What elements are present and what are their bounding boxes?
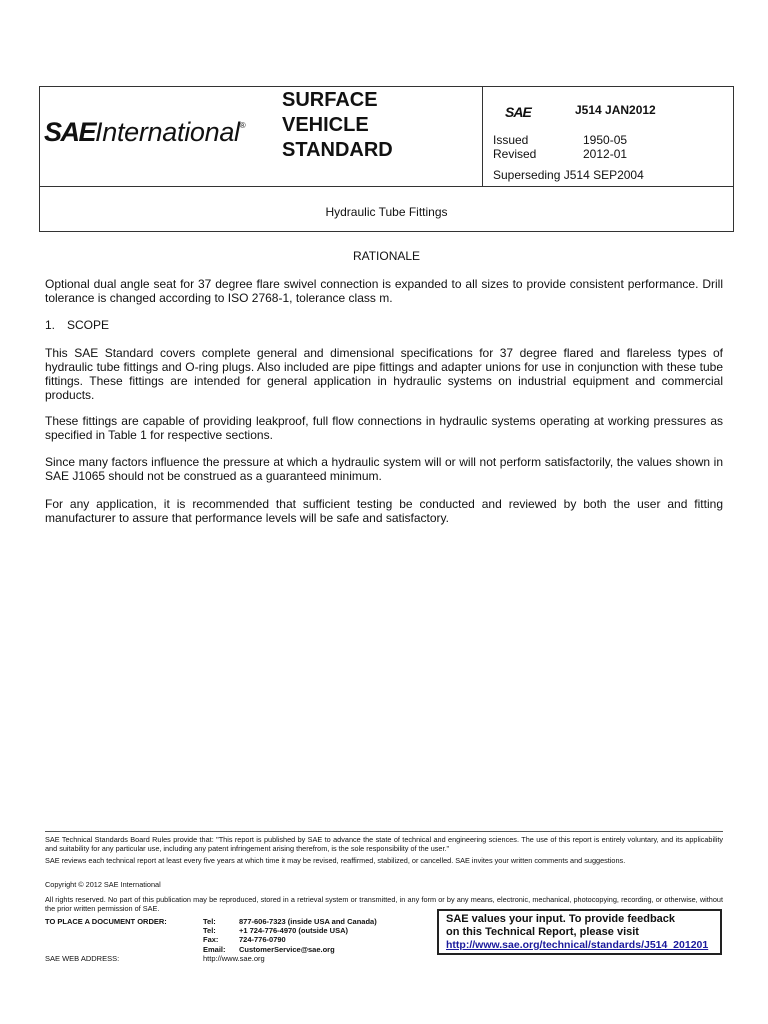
document-subject: Hydraulic Tube Fittings — [325, 205, 448, 219]
scope-heading — [45, 318, 109, 332]
order-label: TO PLACE A DOCUMENT ORDER: — [45, 917, 167, 926]
scope-paragraph: These fittings are capable of providing leakproof, full flow connections in hydraulic systems operating at working pressures as specified in Table 1 for respective sections. — [45, 414, 723, 442]
document-number: J514 JAN2012 — [575, 103, 656, 117]
issued-value: 1950-05 — [583, 133, 628, 147]
superseding-note: Superseding J514 SEP2004 — [493, 168, 644, 182]
scope-paragraph: This SAE Standard covers complete general and dimensional specifications for 37 degree flared and flareless types of hydraulic tube fittings and O-ring plugs. Also included are pipe fittings and adapter unions for use in conjunction with these tube fittings. These fittings are intended for general application in hydraulic systems on industrial equipment and commercial products. — [45, 346, 723, 402]
review-text: SAE reviews each technical report at least every five years at which time it may be revised, reaffirmed, stabilized, or cancelled. SAE invites your written comments and suggestions. — [45, 856, 626, 865]
fax-number: 724-776-0790 — [239, 935, 286, 944]
feedback-line-1: SAE values your input. To provide feedback — [446, 913, 676, 925]
email-link[interactable]: CustomerService@sae.org — [239, 945, 335, 954]
scope-number: 1. — [45, 318, 56, 332]
copyright-text: Copyright © 2012 SAE International — [45, 880, 161, 889]
email-label: Email: — [203, 945, 226, 954]
tel-label: Tel: — [203, 917, 216, 926]
sae-small-logo: SAE — [505, 104, 531, 120]
header-divider-vertical — [482, 86, 483, 187]
scope-title: SCOPE — [67, 318, 110, 332]
scope-paragraph: Since many factors influence the pressure at which a hydraulic system will or will not perform satisfactorily, the values shown in SAE J1065 should not be construed as a guaranteed minimum. — [45, 455, 723, 483]
fax-label: Fax: — [203, 935, 219, 944]
board-rules-text: SAE Technical Standards Board Rules provide that: "This report is published by SAE to advance the state of technical and engineering sciences. The use of this report is entirely voluntary, and its applicability and suitability for any particular use, including any patent infringement arising therefrom, is the sole responsibility of the user." — [45, 835, 723, 853]
feedback-link[interactable]: http://www.sae.org/technical/standards/J514_201201 — [446, 939, 709, 951]
feedback-line-2: on this Technical Report, please visit — [446, 926, 639, 938]
rights-text: All rights reserved. No part of this publication may be reproduced, stored in a retrieval system or transmitted, in any form or by any means, electronic, mechanical, photocopying, recording, or otherwise, without the prior written permission of SAE. — [45, 895, 723, 913]
tel-label: Tel: — [203, 926, 216, 935]
rationale-heading: RATIONALE — [352, 249, 421, 263]
revised-label: Revised — [493, 147, 537, 161]
header-divider-horizontal — [39, 186, 734, 187]
sae-international-logo — [44, 117, 246, 148]
logo-registered-mark: ® — [239, 121, 246, 130]
scope-paragraph: For any application, it is recommended that sufficient testing be conducted and reviewed by both the user and fitting manufacturer to assure that performance levels will be safe and satisfactory. — [45, 497, 723, 525]
logo-mark: SAE — [44, 117, 96, 147]
revised-value: 2012-01 — [583, 147, 628, 161]
rationale-paragraph: Optional dual angle seat for 37 degree flare swivel connection is expanded to all sizes to provide consistent performance. Drill tolerance is changed according to ISO 2768-1, tolerance class m. — [45, 277, 723, 305]
issued-label: Issued — [493, 133, 529, 147]
standard-type-line-1: SURFACE — [282, 89, 378, 111]
logo-word: International — [95, 117, 240, 147]
standard-type-line-3: STANDARD — [282, 139, 393, 161]
web-address-link[interactable]: http://www.sae.org — [203, 954, 265, 963]
tel-domestic[interactable]: 877-606-7323 (inside USA and Canada) — [239, 917, 377, 926]
standard-type-line-2: VEHICLE — [282, 114, 369, 136]
footer-divider — [45, 831, 723, 832]
tel-international[interactable]: +1 724-776-4970 (outside USA) — [239, 926, 349, 935]
web-address-label: SAE WEB ADDRESS: — [45, 954, 120, 963]
